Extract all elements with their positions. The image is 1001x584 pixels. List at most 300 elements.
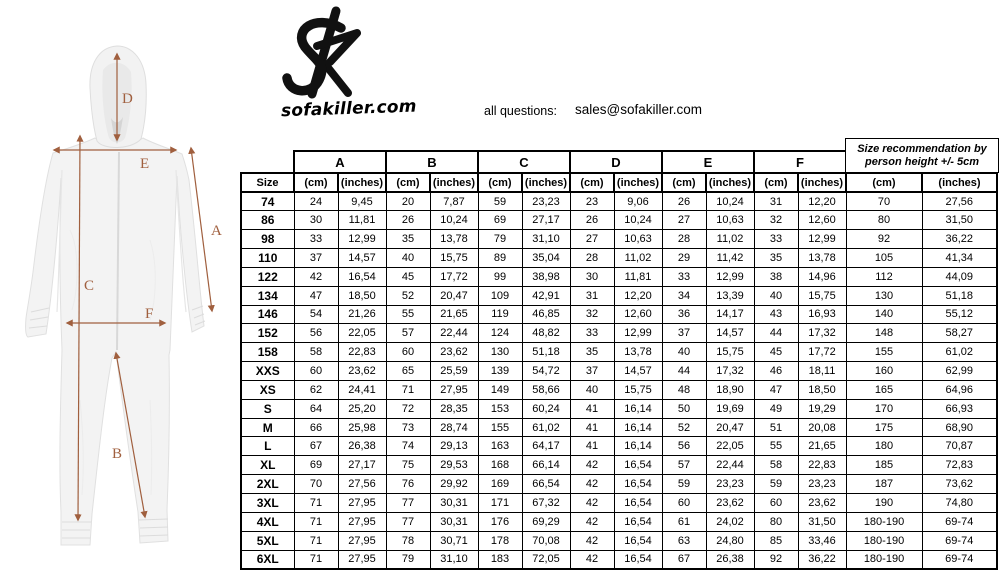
value-cell: 74 xyxy=(386,437,430,456)
value-cell: 19,29 xyxy=(798,399,846,418)
value-cell: 70,87 xyxy=(922,437,997,456)
value-cell: 30,31 xyxy=(430,494,478,513)
size-cell: 2XL xyxy=(241,475,294,494)
value-cell: 85 xyxy=(754,531,798,550)
value-cell: 64,17 xyxy=(522,437,570,456)
value-cell: 56 xyxy=(294,324,338,343)
value-cell: 16,54 xyxy=(614,494,662,513)
value-cell: 69 xyxy=(294,456,338,475)
value-cell: 40 xyxy=(754,286,798,305)
site-name: sofakiller.com xyxy=(280,96,417,122)
value-cell: 44,09 xyxy=(922,267,997,286)
value-cell: 22,44 xyxy=(430,324,478,343)
value-cell: 29,13 xyxy=(430,437,478,456)
height-rec-line1: Size recommendation by xyxy=(857,142,987,155)
value-cell: 30 xyxy=(570,267,614,286)
sofakiller-logo-icon xyxy=(281,6,385,100)
value-cell: 29 xyxy=(662,249,706,268)
value-cell: 48,82 xyxy=(522,324,570,343)
value-cell: 61,02 xyxy=(522,418,570,437)
value-cell: 180-190 xyxy=(846,531,922,550)
value-cell: 27 xyxy=(570,230,614,249)
group-header-row xyxy=(241,151,997,173)
value-cell: 30,71 xyxy=(430,531,478,550)
value-cell: 155 xyxy=(478,418,522,437)
table-row xyxy=(241,362,997,381)
value-cell: 50 xyxy=(662,399,706,418)
value-cell: 170 xyxy=(846,399,922,418)
value-cell: 43 xyxy=(754,305,798,324)
value-cell: 72,83 xyxy=(922,456,997,475)
value-cell: 130 xyxy=(478,343,522,362)
value-cell: 27,95 xyxy=(338,531,386,550)
unit-inches-header: (inches) xyxy=(922,173,997,192)
measure-label-a: A xyxy=(211,223,222,239)
value-cell: 55 xyxy=(754,437,798,456)
value-cell: 66,54 xyxy=(522,475,570,494)
value-cell: 16,54 xyxy=(614,475,662,494)
value-cell: 27,17 xyxy=(522,211,570,230)
value-cell: 35 xyxy=(570,343,614,362)
value-cell: 21,26 xyxy=(338,305,386,324)
table-row xyxy=(241,267,997,286)
table-row xyxy=(241,512,997,531)
value-cell: 10,24 xyxy=(706,192,754,211)
value-cell: 42 xyxy=(294,267,338,286)
size-cell: 134 xyxy=(241,286,294,305)
value-cell: 62 xyxy=(294,380,338,399)
size-cell: XS xyxy=(241,380,294,399)
value-cell: 55 xyxy=(386,305,430,324)
value-cell: 163 xyxy=(478,437,522,456)
value-cell: 12,20 xyxy=(614,286,662,305)
value-cell: 15,75 xyxy=(798,286,846,305)
value-cell: 17,72 xyxy=(798,343,846,362)
value-cell: 12,99 xyxy=(338,230,386,249)
value-cell: 54,72 xyxy=(522,362,570,381)
value-cell: 13,78 xyxy=(614,343,662,362)
value-cell: 59 xyxy=(478,192,522,211)
table-row xyxy=(241,475,997,494)
table-row xyxy=(241,550,997,569)
value-cell: 52 xyxy=(662,418,706,437)
value-cell: 26 xyxy=(662,192,706,211)
value-cell: 18,50 xyxy=(338,286,386,305)
value-cell: 180-190 xyxy=(846,550,922,569)
value-cell: 9,45 xyxy=(338,192,386,211)
group-header-e: E xyxy=(662,151,754,173)
value-cell: 45 xyxy=(386,267,430,286)
value-cell: 11,81 xyxy=(338,211,386,230)
value-cell: 58,27 xyxy=(922,324,997,343)
unit-inches-header: (inches) xyxy=(798,173,846,192)
value-cell: 67 xyxy=(294,437,338,456)
value-cell: 72,05 xyxy=(522,550,570,569)
value-cell: 15,75 xyxy=(706,343,754,362)
value-cell: 69-74 xyxy=(922,531,997,550)
table-row xyxy=(241,192,997,211)
value-cell: 66,14 xyxy=(522,456,570,475)
value-cell: 69 xyxy=(478,211,522,230)
value-cell: 76 xyxy=(386,475,430,494)
value-cell: 69,29 xyxy=(522,512,570,531)
value-cell: 79 xyxy=(478,230,522,249)
value-cell: 59 xyxy=(754,475,798,494)
value-cell: 64 xyxy=(294,399,338,418)
value-cell: 20 xyxy=(386,192,430,211)
table-row xyxy=(241,324,997,343)
value-cell: 185 xyxy=(846,456,922,475)
value-cell: 16,14 xyxy=(614,437,662,456)
value-cell: 67 xyxy=(662,550,706,569)
value-cell: 187 xyxy=(846,475,922,494)
value-cell: 55,12 xyxy=(922,305,997,324)
size-cell: 4XL xyxy=(241,512,294,531)
value-cell: 21,65 xyxy=(798,437,846,456)
value-cell: 33 xyxy=(570,324,614,343)
value-cell: 168 xyxy=(478,456,522,475)
value-cell: 71 xyxy=(294,531,338,550)
value-cell: 71 xyxy=(294,512,338,531)
group-header-a: A xyxy=(294,151,386,173)
value-cell: 51,18 xyxy=(922,286,997,305)
size-cell: M xyxy=(241,418,294,437)
value-cell: 139 xyxy=(478,362,522,381)
value-cell: 26 xyxy=(386,211,430,230)
value-cell: 16,14 xyxy=(614,399,662,418)
value-cell: 31,10 xyxy=(430,550,478,569)
value-cell: 61 xyxy=(662,512,706,531)
value-cell: 46,85 xyxy=(522,305,570,324)
value-cell: 72 xyxy=(386,399,430,418)
value-cell: 46 xyxy=(754,362,798,381)
value-cell: 20,47 xyxy=(706,418,754,437)
value-cell: 31,10 xyxy=(522,230,570,249)
value-cell: 23,62 xyxy=(706,494,754,513)
value-cell: 60 xyxy=(294,362,338,381)
group-header-b: B xyxy=(386,151,478,173)
measure-label-c: C xyxy=(84,278,95,294)
unit-cm-header: (cm) xyxy=(294,173,338,192)
value-cell: 26,38 xyxy=(706,550,754,569)
value-cell: 28 xyxy=(662,230,706,249)
value-cell: 9,06 xyxy=(614,192,662,211)
table-row xyxy=(241,399,997,418)
value-cell: 60 xyxy=(662,494,706,513)
value-cell: 73,62 xyxy=(922,475,997,494)
unit-inches-header: (inches) xyxy=(522,173,570,192)
value-cell: 67,32 xyxy=(522,494,570,513)
value-cell: 175 xyxy=(846,418,922,437)
value-cell: 11,42 xyxy=(706,249,754,268)
value-cell: 59 xyxy=(662,475,706,494)
size-column-header: Size xyxy=(241,173,294,192)
value-cell: 24,80 xyxy=(706,531,754,550)
value-cell: 47 xyxy=(754,380,798,399)
value-cell: 119 xyxy=(478,305,522,324)
value-cell: 57 xyxy=(662,456,706,475)
unit-cm-header: (cm) xyxy=(478,173,522,192)
value-cell: 27,56 xyxy=(338,475,386,494)
size-cell: XL xyxy=(241,456,294,475)
height-rec-line2: person height +/- 5cm xyxy=(865,155,979,168)
value-cell: 15,75 xyxy=(614,380,662,399)
value-cell: 51,18 xyxy=(522,343,570,362)
value-cell: 42 xyxy=(570,531,614,550)
value-cell: 26,38 xyxy=(338,437,386,456)
value-cell: 54 xyxy=(294,305,338,324)
value-cell: 29,53 xyxy=(430,456,478,475)
value-cell: 60,24 xyxy=(522,399,570,418)
value-cell: 33 xyxy=(662,267,706,286)
value-cell: 18,90 xyxy=(706,380,754,399)
value-cell: 69-74 xyxy=(922,550,997,569)
value-cell: 37 xyxy=(662,324,706,343)
value-cell: 176 xyxy=(478,512,522,531)
table-row xyxy=(241,380,997,399)
unit-inches-header: (inches) xyxy=(706,173,754,192)
value-cell: 124 xyxy=(478,324,522,343)
value-cell: 16,54 xyxy=(338,267,386,286)
value-cell: 14,57 xyxy=(706,324,754,343)
value-cell: 16,54 xyxy=(614,512,662,531)
size-cell: 6XL xyxy=(241,550,294,569)
value-cell: 79 xyxy=(386,550,430,569)
value-cell: 63 xyxy=(662,531,706,550)
table-row xyxy=(241,305,997,324)
size-cell: 74 xyxy=(241,192,294,211)
size-cell: 122 xyxy=(241,267,294,286)
value-cell: 22,83 xyxy=(798,456,846,475)
value-cell: 109 xyxy=(478,286,522,305)
value-cell: 40 xyxy=(570,380,614,399)
value-cell: 30 xyxy=(294,211,338,230)
value-cell: 44 xyxy=(662,362,706,381)
value-cell: 14,96 xyxy=(798,267,846,286)
size-cell: S xyxy=(241,399,294,418)
value-cell: 12,99 xyxy=(614,324,662,343)
value-cell: 61,02 xyxy=(922,343,997,362)
value-cell: 41 xyxy=(570,437,614,456)
group-header-f: F xyxy=(754,151,846,173)
measure-label-d: D xyxy=(122,91,133,107)
value-cell: 27,95 xyxy=(338,512,386,531)
value-cell: 13,78 xyxy=(430,230,478,249)
value-cell: 27,95 xyxy=(338,494,386,513)
value-cell: 38 xyxy=(754,267,798,286)
value-cell: 51 xyxy=(754,418,798,437)
contact-email: sales@sofakiller.com xyxy=(575,102,702,117)
value-cell: 23,62 xyxy=(430,343,478,362)
value-cell: 11,02 xyxy=(614,249,662,268)
value-cell: 155 xyxy=(846,343,922,362)
measure-label-e: E xyxy=(140,156,150,172)
corner-blank-cell xyxy=(241,151,294,173)
value-cell: 33,46 xyxy=(798,531,846,550)
value-cell: 14,17 xyxy=(706,305,754,324)
value-cell: 33 xyxy=(294,230,338,249)
value-cell: 42 xyxy=(570,494,614,513)
value-cell: 28,35 xyxy=(430,399,478,418)
value-cell: 160 xyxy=(846,362,922,381)
value-cell: 12,60 xyxy=(614,305,662,324)
value-cell: 180 xyxy=(846,437,922,456)
value-cell: 27,95 xyxy=(338,550,386,569)
value-cell: 27,95 xyxy=(430,380,478,399)
value-cell: 16,54 xyxy=(614,456,662,475)
value-cell: 140 xyxy=(846,305,922,324)
value-cell: 20,47 xyxy=(430,286,478,305)
value-cell: 15,75 xyxy=(430,249,478,268)
value-cell: 71 xyxy=(294,494,338,513)
value-cell: 62,99 xyxy=(922,362,997,381)
value-cell: 11,81 xyxy=(614,267,662,286)
value-cell: 14,57 xyxy=(338,249,386,268)
value-cell: 10,63 xyxy=(706,211,754,230)
value-cell: 183 xyxy=(478,550,522,569)
value-cell: 148 xyxy=(846,324,922,343)
value-cell: 71 xyxy=(386,380,430,399)
value-cell: 42 xyxy=(570,456,614,475)
value-cell: 153 xyxy=(478,399,522,418)
unit-cm-header: (cm) xyxy=(846,173,922,192)
unit-cm-header: (cm) xyxy=(662,173,706,192)
value-cell: 112 xyxy=(846,267,922,286)
value-cell: 42 xyxy=(570,550,614,569)
value-cell: 32 xyxy=(754,211,798,230)
value-cell: 41 xyxy=(570,399,614,418)
value-cell: 75 xyxy=(386,456,430,475)
value-cell: 27,56 xyxy=(922,192,997,211)
value-cell: 28 xyxy=(570,249,614,268)
value-cell: 31 xyxy=(570,286,614,305)
value-cell: 20,08 xyxy=(798,418,846,437)
value-cell: 12,99 xyxy=(706,267,754,286)
value-cell: 25,59 xyxy=(430,362,478,381)
value-cell: 35,04 xyxy=(522,249,570,268)
size-cell: 3XL xyxy=(241,494,294,513)
value-cell: 92 xyxy=(754,550,798,569)
table-row xyxy=(241,456,997,475)
value-cell: 22,05 xyxy=(338,324,386,343)
value-cell: 29,92 xyxy=(430,475,478,494)
value-cell: 40 xyxy=(386,249,430,268)
value-cell: 77 xyxy=(386,494,430,513)
value-cell: 23,23 xyxy=(706,475,754,494)
value-cell: 34 xyxy=(662,286,706,305)
value-cell: 49 xyxy=(754,399,798,418)
value-cell: 35 xyxy=(386,230,430,249)
value-cell: 38,98 xyxy=(522,267,570,286)
value-cell: 190 xyxy=(846,494,922,513)
table-row xyxy=(241,230,997,249)
value-cell: 25,98 xyxy=(338,418,386,437)
value-cell: 24 xyxy=(294,192,338,211)
unit-cm-header: (cm) xyxy=(754,173,798,192)
size-table-body xyxy=(241,192,997,569)
value-cell: 171 xyxy=(478,494,522,513)
value-cell: 31,50 xyxy=(922,211,997,230)
height-recommendation-header xyxy=(846,142,997,173)
value-cell: 42,91 xyxy=(522,286,570,305)
size-cell: 146 xyxy=(241,305,294,324)
units-header-row xyxy=(241,173,997,192)
size-cell: 110 xyxy=(241,249,294,268)
value-cell: 80 xyxy=(754,512,798,531)
unit-inches-header: (inches) xyxy=(614,173,662,192)
size-cell: 5XL xyxy=(241,531,294,550)
value-cell: 22,05 xyxy=(706,437,754,456)
value-cell: 14,57 xyxy=(614,362,662,381)
size-cell: 98 xyxy=(241,230,294,249)
unit-cm-header: (cm) xyxy=(386,173,430,192)
value-cell: 66,93 xyxy=(922,399,997,418)
value-cell: 66 xyxy=(294,418,338,437)
value-cell: 17,32 xyxy=(706,362,754,381)
value-cell: 36,22 xyxy=(798,550,846,569)
value-cell: 12,60 xyxy=(798,211,846,230)
size-cell: 158 xyxy=(241,343,294,362)
value-cell: 169 xyxy=(478,475,522,494)
value-cell: 68,90 xyxy=(922,418,997,437)
group-header-c: C xyxy=(478,151,570,173)
value-cell: 10,24 xyxy=(614,211,662,230)
value-cell: 60 xyxy=(754,494,798,513)
size-cell: L xyxy=(241,437,294,456)
value-cell: 23,62 xyxy=(798,494,846,513)
table-row xyxy=(241,531,997,550)
value-cell: 180-190 xyxy=(846,512,922,531)
value-cell: 30,31 xyxy=(430,512,478,531)
value-cell: 48 xyxy=(662,380,706,399)
table-row xyxy=(241,418,997,437)
value-cell: 41 xyxy=(570,418,614,437)
questions-label: all questions: xyxy=(484,104,557,118)
value-cell: 17,72 xyxy=(430,267,478,286)
value-cell: 69-74 xyxy=(922,512,997,531)
value-cell: 65 xyxy=(386,362,430,381)
size-table-head xyxy=(241,142,997,192)
value-cell: 22,44 xyxy=(706,456,754,475)
value-cell: 42 xyxy=(570,475,614,494)
value-cell: 18,50 xyxy=(798,380,846,399)
value-cell: 47 xyxy=(294,286,338,305)
value-cell: 130 xyxy=(846,286,922,305)
value-cell: 149 xyxy=(478,380,522,399)
value-cell: 25,20 xyxy=(338,399,386,418)
value-cell: 24,41 xyxy=(338,380,386,399)
size-table xyxy=(240,142,998,570)
value-cell: 57 xyxy=(386,324,430,343)
value-cell: 16,14 xyxy=(614,418,662,437)
value-cell: 31 xyxy=(754,192,798,211)
value-cell: 58 xyxy=(294,343,338,362)
value-cell: 21,65 xyxy=(430,305,478,324)
value-cell: 70,08 xyxy=(522,531,570,550)
group-header-d: D xyxy=(570,151,662,173)
value-cell: 92 xyxy=(846,230,922,249)
value-cell: 40 xyxy=(662,343,706,362)
value-cell: 33 xyxy=(754,230,798,249)
value-cell: 42 xyxy=(570,512,614,531)
value-cell: 7,87 xyxy=(430,192,478,211)
value-cell: 16,54 xyxy=(614,531,662,550)
value-cell: 41,34 xyxy=(922,249,997,268)
value-cell: 70 xyxy=(846,192,922,211)
value-cell: 16,54 xyxy=(614,550,662,569)
unit-inches-header: (inches) xyxy=(430,173,478,192)
value-cell: 37 xyxy=(294,249,338,268)
